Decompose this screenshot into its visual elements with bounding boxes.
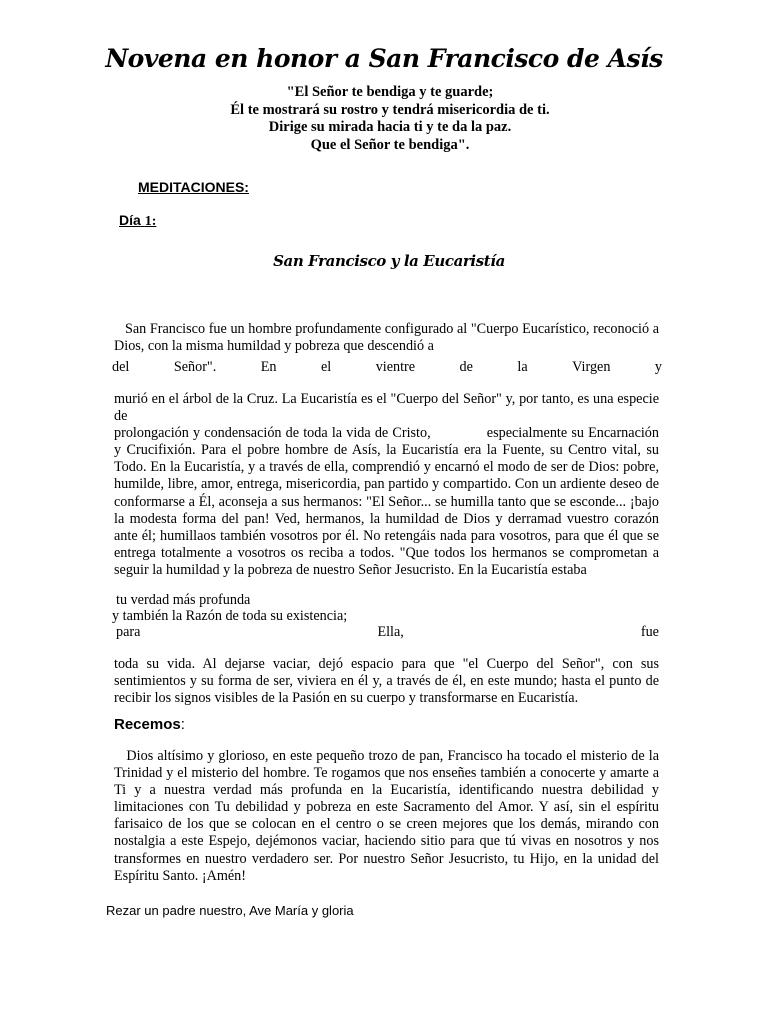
word: de — [459, 359, 473, 375]
fragment-verdad: tu verdad más profunda — [116, 592, 251, 608]
spread-line-2 — [116, 624, 659, 641]
day-label: Día — [119, 212, 141, 228]
word: Señor". — [173, 359, 217, 375]
word: Ella, — [377, 624, 404, 640]
blessing-line: Él te mostrará su rostro y tendrá misericordia de ti. — [230, 101, 550, 118]
word: del — [112, 359, 130, 375]
word: Virgen — [572, 359, 611, 375]
spread-line-1 — [112, 359, 662, 376]
blessing-verse — [150, 84, 630, 154]
meditaciones-heading: MEDITACIONES: — [138, 179, 249, 195]
paragraph-5: toda su vida. Al dejarse vaciar, dejó espacio para que "el Cuerpo del Señor", con sus sentimientos y su forma de ser, viviera en él y, a través de él, en este mundo; hasta el punto de recibir los signos visibles de la Pasión en su cuerpo y transformarse en Eucaristía. — [114, 656, 659, 707]
word: vientre — [375, 359, 416, 375]
paragraph-1: San Francisco fue un hombre profundamente configurado al "Cuerpo Eucarístico, reconoció a Dios, con la misma humildad y pobreza que descendió a — [114, 321, 659, 355]
word: la — [517, 359, 528, 375]
word: fue — [640, 624, 659, 640]
word: el — [320, 359, 332, 375]
prayer-paragraph: Dios altísimo y glorioso, en este pequeño trozo de pan, Francisco ha tocado el misterio de la Trinidad y el misterio del hombre. Te rogamos que nos enseñes también a conocerte y amarte a Ti y a nuestra verdad más profunda en la Eucaristía, identificando nuestra debilidad y limitaciones con Tu debilidad y pobreza en este Sacramento del Amor. Y así, sin el espíritu farisaico de los que se colocan en el centro o se creen mejores que los demás, mirando con nostalgia a este Espejo, dejémonos vaciar, haciendo sitio para que tú vivas en nosotros y nos transformes en nuestro verdadero ser. Por nuestro Señor Jesucristo, tu Hijo, en la unidad del Espíritu Santo. ¡Amén! — [114, 748, 660, 884]
fragment-razon: y también la Razón de toda su existencia; — [112, 608, 348, 624]
closing-instruction: Rezar un padre nuestro, Ave María y gloria — [106, 903, 354, 918]
day-number: 1: — [144, 214, 157, 229]
word: En — [260, 359, 277, 375]
blessing-line: Dirige su mirada hacia ti y te da la paz. — [268, 119, 512, 135]
blessing-line: "El Señor te bendiga y te guarde; — [286, 84, 494, 100]
blessing-line: Que el Señor te bendiga". — [310, 136, 470, 153]
day-heading — [119, 211, 156, 231]
word: y — [654, 359, 662, 375]
meditation-subtitle: San Francisco y la Eucaristía — [273, 252, 505, 270]
word: para — [116, 624, 141, 640]
document-title: Novena en honor a San Francisco de Asís — [105, 44, 663, 73]
paragraph-3: murió en el árbol de la Cruz. La Eucaristía es el "Cuerpo del Señor" y, por tanto, es una especie de prolongación y condensación de toda la vida de Cristo, especialmente su Encarnación y Crucifixión. Para el pobre hombre de Asís, la Eucaristía era la Fuente, su Centro vital, su Todo. En la Eucaristía, y a través de ella, comprendió y encarnó el modo de ser de Dios: pobre, humilde, libre, amor, entrega, misericordia, pan partido y compartido. Con un ardiente deseo de conformarse a Él, aconseja a sus hermanos: "El Señor... se humilla tanto que se esconde... ¡bajo la modesta forma del pan! Ved, hermanos, la humildad de Dios y derramad vuestro corazón ante él; humillaos también vosotros por él. No retengáis nada para vosotros, para que él que se entrega totalmente a vosotros os reciba a todos. "Que todos los hermanos se comprometan a seguir la humildad y la pobreza de nuestro Señor Jesucristo. En la Eucaristía estaba — [114, 391, 659, 578]
recemos-heading: Recemos: — [114, 716, 185, 733]
